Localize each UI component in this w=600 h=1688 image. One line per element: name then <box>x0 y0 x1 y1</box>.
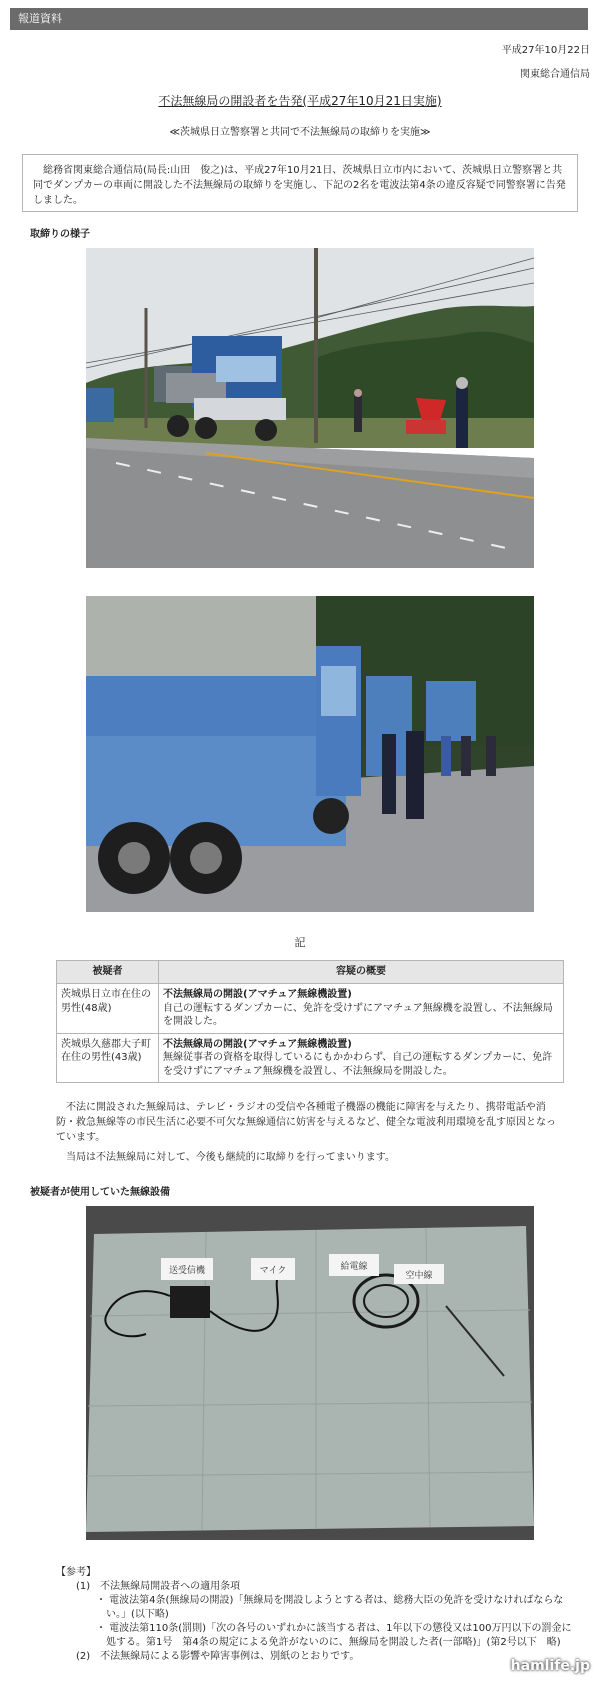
reference-item-2: (2) 不法無線局による影響や障害事例は、別紙のとおりです。 <box>76 1651 360 1662</box>
table-row <box>57 1033 564 1083</box>
section-heading-enforcement: 取締りの様子 <box>30 229 90 240</box>
label-feedline: 給電線 <box>340 1262 368 1272</box>
reference-bullet: ・ 電波法第4条(無線局の開設)「無線局を開設しようとする者は、総務大臣の免許を受けなければならない。」(以下略) <box>96 1595 564 1620</box>
label-microphone: マイク <box>259 1266 287 1276</box>
charge-detail: 無線従事者の資格を取得しているにもかかわらず、自己の運転するダンプカーに、免許を受けずにアマチュア無線機を設置し、不法無線局を開設した。 <box>163 1052 553 1077</box>
charge-detail: 自己の運転するダンプカーに、免許を受けずにアマチュア無線機を設置し、不法無線局を開設した。 <box>163 1002 553 1027</box>
reference-notes <box>56 1566 576 1664</box>
reference-bullet: ・ 電波法第110条(罰則)「次の各号のいずれかに該当する者は、1年以下の懲役又は100万円以下の罰金に処する。第1号 第4条の規定による免許がないのに、無線局を開設した者(一部略)」(第2号以下 略) <box>96 1623 572 1648</box>
enforcement-photo-inspection <box>86 596 534 912</box>
reference-heading: 【参考】 <box>56 1567 96 1578</box>
body-paragraph-policy: 当局は不法無線局に対して、今後も継続的に取締りを行ってまいります。 <box>66 1152 395 1163</box>
lead-paragraph: 総務省関東総合通信局(局長:山田 俊之)は、平成27年10月21日、茨城県日立市内において、茨城県日立警察署と共同でダンプカーの車両に開設した不法無線局の取締りを実施し、下記の2名を電波法第4条の違反容疑で同警察署に告発しました。 <box>22 154 578 212</box>
reference-item-1: (1) 不法無線局開設者への適用条項 <box>76 1581 241 1592</box>
charge-title: 不法無線局の開設(アマチュア無線機設置) <box>163 989 352 1000</box>
press-release-header <box>10 8 588 30</box>
label-transceiver: 送受信機 <box>168 1266 206 1276</box>
suspect-cell: 茨城県日立市在住の男性(48歳) <box>57 984 159 1034</box>
section-heading-equipment: 被疑者が使用していた無線設備 <box>30 1187 170 1198</box>
suspects-table <box>56 960 564 1083</box>
label-antenna: 空中線 <box>405 1271 433 1281</box>
suspect-cell: 茨城県久慈郡大子町在住の男性(43歳) <box>57 1033 159 1083</box>
release-date: 平成27年10月22日 <box>501 45 590 56</box>
charge-title: 不法無線局の開設(アマチュア無線機設置) <box>163 1038 352 1050</box>
issuer: 関東総合通信局 <box>520 69 590 80</box>
body-paragraph-impact: 不法に開設された無線局は、テレビ・ラジオの受信や各種電子機器の機能に障害を与えたり、携帯電話や消防・救急無線等の市民生活に必要不可欠な無線通信に妨害を与えるなど、健全な電波利用環境を乱す原因となっています。 <box>56 1102 556 1143</box>
site-watermark: hamlife.jp <box>510 1657 590 1674</box>
charge-cell <box>159 1033 564 1083</box>
ki-marker: 記 <box>294 936 306 949</box>
table-header-charge: 容疑の概要 <box>159 961 564 984</box>
page-subtitle: ≪茨城県日立警察署と共同で不法無線局の取締りを実施≫ <box>169 127 431 138</box>
equipment-photo <box>86 1206 534 1540</box>
charge-cell <box>159 984 564 1034</box>
page-title: 不法無線局の開設者を告発(平成27年10月21日実施) <box>158 94 442 108</box>
enforcement-photo-road <box>86 248 534 568</box>
table-row <box>57 984 564 1034</box>
header-label: 報道資料 <box>18 12 62 25</box>
table-header-suspect: 被疑者 <box>57 961 159 984</box>
